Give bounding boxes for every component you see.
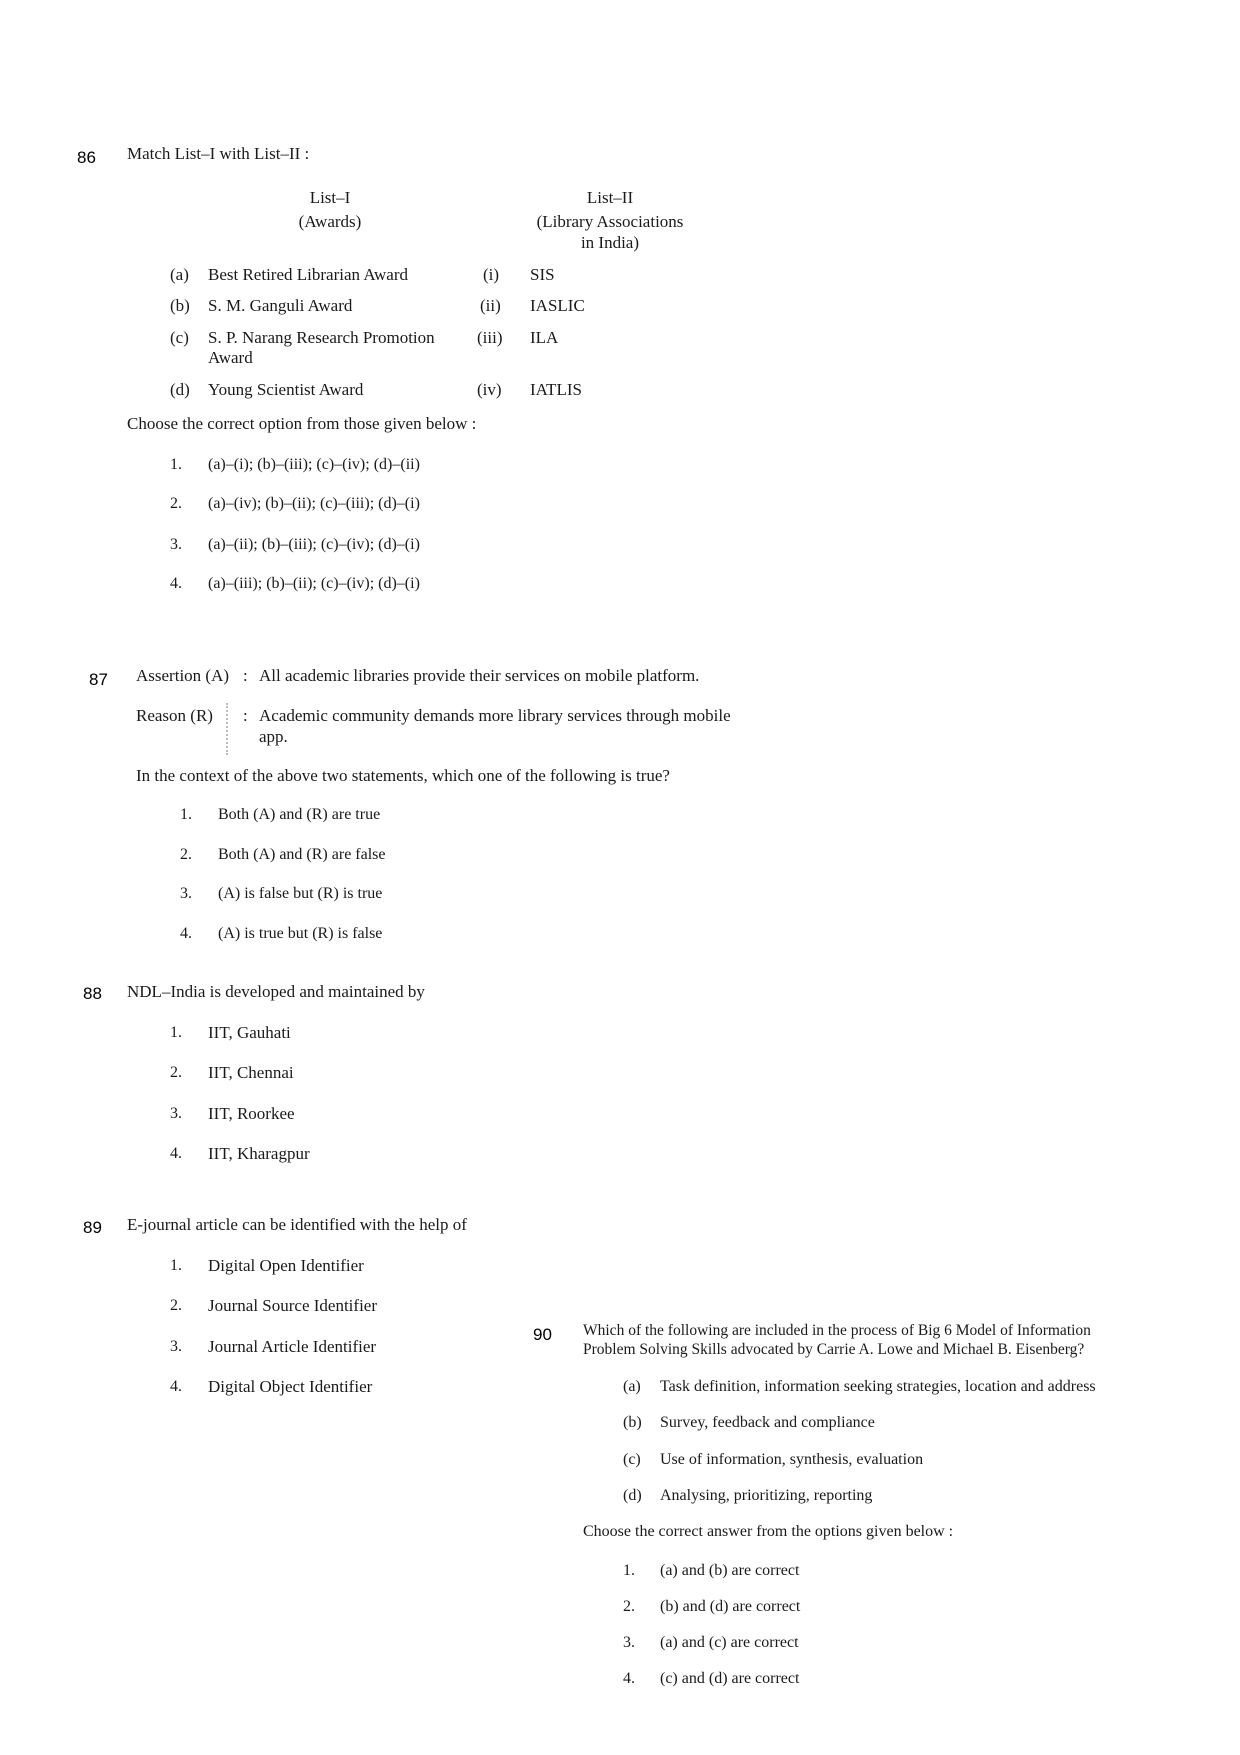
reason-text: Academic community demands more library services through mobile xyxy=(259,706,731,725)
option-2[interactable]: (a)–(iv); (b)–(ii); (c)–(iii); (d)–(i) xyxy=(208,495,420,512)
option-2[interactable]: (b) and (d) are correct xyxy=(660,1598,801,1615)
option-3[interactable]: (a) and (c) are correct xyxy=(660,1634,799,1651)
row-roman: (iii) xyxy=(477,328,503,347)
option-number: 3. xyxy=(170,536,182,553)
row-assoc: ILA xyxy=(530,328,559,347)
row-award: Best Retired Librarian Award xyxy=(208,265,409,284)
option-3[interactable]: IIT, Roorkee xyxy=(208,1104,295,1123)
option-4[interactable]: Digital Object Identifier xyxy=(208,1377,373,1396)
item-key: (a) xyxy=(623,1378,641,1395)
row-assoc: IASLIC xyxy=(530,296,585,315)
question-stem: NDL–India is developed and maintained by xyxy=(127,982,425,1001)
row-roman: (i) xyxy=(483,265,500,284)
option-number: 2. xyxy=(170,1297,182,1314)
option-number: 3. xyxy=(623,1634,635,1651)
row-key: (a) xyxy=(170,265,189,284)
row-key: (c) xyxy=(170,328,189,347)
row-award: Young Scientist Award xyxy=(208,380,364,399)
option-number: 4. xyxy=(170,1378,182,1395)
assertion-label: Assertion (A) xyxy=(136,666,230,685)
option-number: 4. xyxy=(170,575,182,592)
option-1[interactable]: (a) and (b) are correct xyxy=(660,1562,800,1579)
question-number: 88 xyxy=(83,984,102,1003)
option-4[interactable]: (a)–(iii); (b)–(ii); (c)–(iv); (d)–(i) xyxy=(208,575,420,592)
item-key: (d) xyxy=(623,1487,642,1504)
option-2[interactable]: Journal Source Identifier xyxy=(208,1296,377,1315)
row-award: S. M. Ganguli Award xyxy=(208,296,353,315)
option-number: 3. xyxy=(170,1338,182,1355)
row-roman: (ii) xyxy=(480,296,501,315)
list2-subtitle-2: in India) xyxy=(580,233,640,252)
option-2[interactable]: IIT, Chennai xyxy=(208,1063,294,1082)
option-1[interactable]: IIT, Gauhati xyxy=(208,1023,291,1042)
option-number: 1. xyxy=(170,456,182,473)
option-number: 4. xyxy=(170,1145,182,1162)
item-key: (b) xyxy=(623,1414,642,1431)
option-number: 2. xyxy=(170,1064,182,1081)
option-number: 3. xyxy=(170,1105,182,1122)
option-1[interactable]: Both (A) and (R) are true xyxy=(218,806,381,823)
option-number: 1. xyxy=(170,1024,182,1041)
assertion-text: All academic libraries provide their services on mobile platform. xyxy=(259,666,700,685)
row-award: S. P. Narang Research Promotion xyxy=(208,328,435,347)
item-c: Use of information, synthesis, evaluation xyxy=(660,1451,924,1468)
option-4[interactable]: (c) and (d) are correct xyxy=(660,1670,800,1687)
instruction: Choose the correct answer from the options given below : xyxy=(583,1523,954,1540)
option-number: 1. xyxy=(180,806,192,823)
row-award-cont: Award xyxy=(208,348,253,367)
row-key: (b) xyxy=(170,296,190,315)
option-number: 2. xyxy=(180,846,192,863)
question-number: 86 xyxy=(77,148,96,167)
list1-title: List–I xyxy=(309,188,351,207)
option-number: 4. xyxy=(623,1670,635,1687)
row-roman: (iv) xyxy=(477,380,502,399)
instruction: In the context of the above two statements, which one of the following is true? xyxy=(136,766,670,785)
option-number: 3. xyxy=(180,885,192,902)
option-number: 1. xyxy=(623,1562,635,1579)
question-stem: Match List–I with List–II : xyxy=(127,144,310,163)
option-1[interactable]: Digital Open Identifier xyxy=(208,1256,364,1275)
reason-label: Reason (R) xyxy=(136,706,213,725)
list2-subtitle: (Library Associations xyxy=(536,212,684,231)
list1-subtitle: (Awards) xyxy=(298,212,362,231)
question-number: 90 xyxy=(533,1325,552,1344)
question-stem: Which of the following are included in the process of Big 6 Model of Information xyxy=(583,1322,1091,1339)
row-assoc: SIS xyxy=(530,265,555,284)
option-3[interactable]: (A) is false but (R) is true xyxy=(218,885,383,902)
row-assoc: IATLIS xyxy=(530,380,582,399)
option-1[interactable]: (a)–(i); (b)–(iii); (c)–(iv); (d)–(ii) xyxy=(208,456,420,473)
item-a: Task definition, information seeking strategies, location and address xyxy=(660,1378,1096,1395)
question-stem: E-journal article can be identified with the help of xyxy=(127,1215,467,1234)
item-key: (c) xyxy=(623,1451,641,1468)
option-number: 2. xyxy=(170,495,182,512)
list2-title: List–II xyxy=(586,188,634,207)
assertion-colon: : xyxy=(243,666,248,685)
question-number: 87 xyxy=(89,670,108,689)
option-4[interactable]: IIT, Kharagpur xyxy=(208,1144,310,1163)
dotted-divider xyxy=(226,703,230,755)
option-3[interactable]: Journal Article Identifier xyxy=(208,1337,377,1356)
option-number: 4. xyxy=(180,925,192,942)
option-2[interactable]: Both (A) and (R) are false xyxy=(218,846,386,863)
question-stem-cont: Problem Solving Skills advocated by Carrie A. Lowe and Michael B. Eisenberg? xyxy=(583,1341,1085,1358)
row-key: (d) xyxy=(170,380,190,399)
option-number: 1. xyxy=(170,1257,182,1274)
item-d: Analysing, prioritizing, reporting xyxy=(660,1487,873,1504)
reason-text-cont: app. xyxy=(259,727,288,746)
item-b: Survey, feedback and compliance xyxy=(660,1414,875,1431)
option-number: 2. xyxy=(623,1598,635,1615)
reason-colon: : xyxy=(243,706,248,725)
question-number: 89 xyxy=(83,1218,102,1237)
option-4[interactable]: (A) is true but (R) is false xyxy=(218,925,383,942)
option-3[interactable]: (a)–(ii); (b)–(iii); (c)–(iv); (d)–(i) xyxy=(208,536,420,553)
instruction: Choose the correct option from those given below : xyxy=(127,414,477,433)
